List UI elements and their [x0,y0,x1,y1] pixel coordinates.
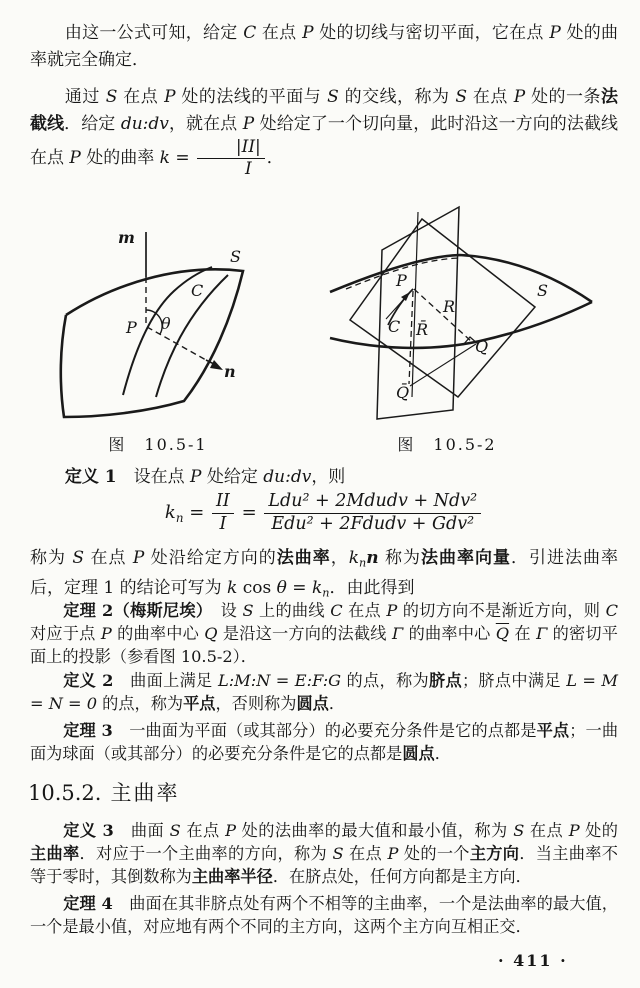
label-s: S [230,247,241,266]
surface-bottom-edge [330,302,592,348]
direction-line-n-dashed [147,327,206,360]
label-theta: θ [161,314,171,333]
label-r: R [443,297,456,316]
label-p: P [396,271,407,290]
figure-2-caption: 图 10.5-2 [397,435,497,454]
label-rbar: R̄ [416,320,429,339]
label-q: Q [475,337,489,356]
definition-1: 定义 1 设在点 P 处给定 du:dv，则 [64,467,346,487]
page-number: · 411 · [498,951,568,970]
theta-arc [146,310,162,334]
figure-10-5-2 [330,192,638,432]
label-c: C [191,281,204,300]
paragraph-curvature-determined: 由这一公式可知，给定 C 在点 P 处的切线与密切平面，它在点 P 处的曲率就完全确定． [30,23,619,70]
section-heading [28,777,179,807]
label-s: S [537,281,548,300]
definition-2-umbilic: 定义 2 曲面上满足 L:M:N = E:F:G 的点，称为脐点；脐点中满足 L = M = N = 0 的点，称为平点，否则称为圆点． [30,671,619,713]
theorem-4-principal-directions: 定理 4 曲面在其非脐点处有两个不相等的主曲率，一个是法曲率的最大值，一个是最小值，对应地有两个不同的主方向，这两个主方向互相正交． [30,894,618,936]
label-n: n [224,362,236,381]
figure-1-caption: 图 10.5-1 [108,435,208,454]
definition-3-principal-curvature: 定义 3 曲面 S 在点 P 处的法曲率的最大值和最小值，称为 S 在点 P 处的主曲率．对应于一个主曲率的方向，称为 S 在点 P 处的一个主方向．当主曲率不等于零时，其倒数称为主曲率半径．在脐点处，任何方向都是主方向． [30,821,618,886]
section-number: 10.5.2. [28,781,102,805]
theorem-3-plane-sphere: 定理 3 一曲面为平面（或其部分）的必要充分条件是它的点都是平点；一曲面为球面（或其部分）的必要充分条件是它的点都是圆点． [30,721,619,763]
paragraph-normal-curvature-naming: 称为 S 在点 P 处沿给定方向的法曲率，$k_nn$ 称为法曲率向量．引进法曲率后，定理 1 的结论可写为 k $\cos \theta = k_n$．由此得到 [30,548,619,600]
segment-qbar-q [410,344,476,386]
label-p: P [126,318,137,337]
section-title: 主曲率 [110,781,180,805]
paragraph-normal-section-definition: 通过 S 在点 P 处的法线的平面与 S 的交线，称为 S 在点 P 处的一条法截线．给定 du:dv，就在点 P 处给定了一个切向量，此时沿这一方向的法截线在点 P 处的曲率 k = $\frac{|II|}{I}$ ． [30,87,619,180]
label-qbar: Q̄ [396,383,410,402]
label-c: C [388,317,401,336]
label-m: m [118,228,135,247]
surface-outline [61,269,243,417]
tangent-arrowhead [401,292,410,301]
figure-10-5-1 [60,225,330,427]
n-arrowhead [210,360,223,370]
surface-top-edge [330,255,592,302]
normal-curvature-formula: $k_n$ = $\frac{II}{I}$ = $\frac{\text{Ldu² + 2Mdudv + Ndv²}}{\text{Edu² + 2Fdudv + Gdv²}}$ [30,492,618,534]
theorem-2-meusnier: 定理 2（梅斯尼埃） 设 S 上的曲线 C 在点 P 的切方向不是渐近方向，则 C 对应于点 P 的曲率中心 Q 是沿这一方向的法截线 Γ 的曲率中心 $\overline{Q}$ 在 Γ 的密切平面上的投影（参看图 10.5-2）． [30,601,618,666]
